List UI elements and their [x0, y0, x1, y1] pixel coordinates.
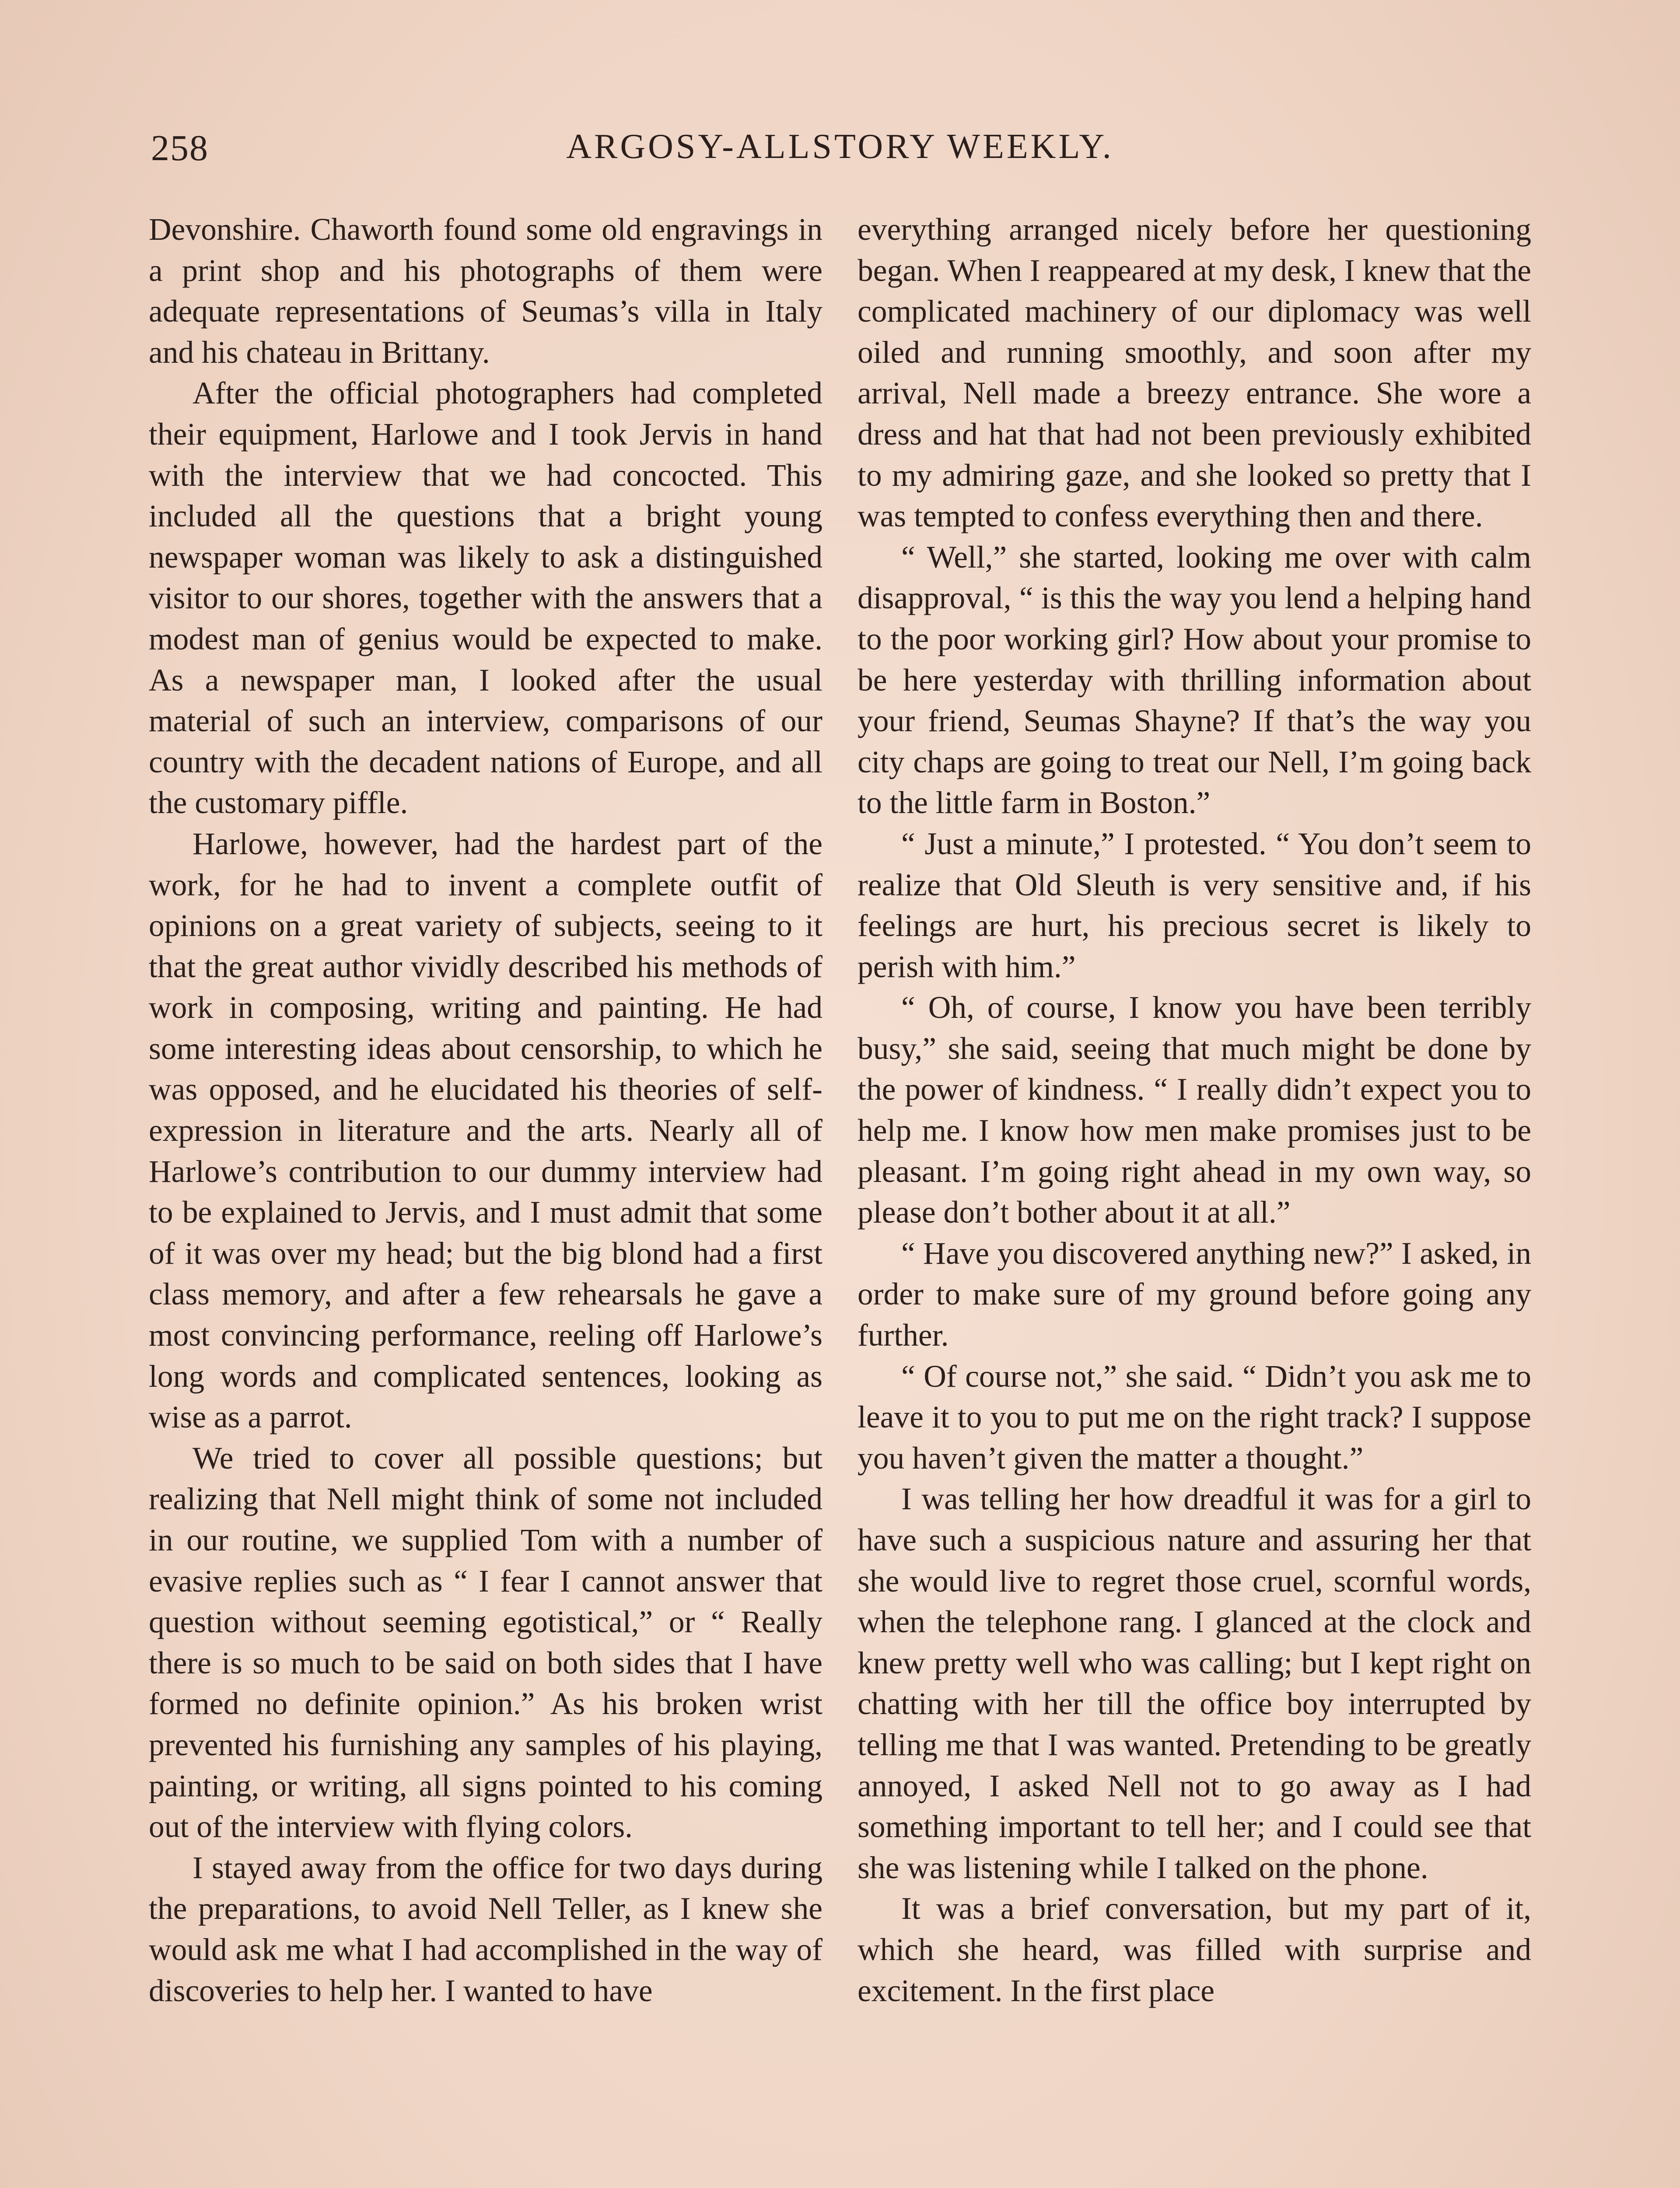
left-column [149, 209, 822, 2011]
paragraph: “ Just a minute,” I protested. “ You don’t seem to realize that Old Sleuth is very sensitive and, if his feelings are hurt, his precious secret is likely to perish with him.” [858, 826, 1531, 984]
paragraph: It was a brief conversation, but my part of it, which she heard, was filled with surprise and excitement. In the first place [858, 1891, 1531, 2008]
paragraph: “ Have you discovered anything new?” I asked, in order to make sure of my ground before going any further. [858, 1236, 1531, 1353]
page-number: 258 [151, 128, 209, 168]
paragraph: “ Well,” she started, looking me over with calm disapproval, “ is this the way you lend a helping hand to the poor working girl? How about your promise to be here yesterday with thrilling information about your friend, Seumas Shayne? If that’s the way you city chaps are going to treat our Nell, I’m going back to the little farm in Boston.” [858, 540, 1531, 820]
paragraph: Harlowe, however, had the hardest part of the work, for he had to invent a complete outfit of opinions on a great variety of subjects, seeing to it that the great author vividly described his methods of work in composing, writing and painting. He had some interesting ideas about censorship, to which he was opposed, and he elucidated his theories of self-expression in literature and the arts. Nearly all of Harlowe’s contribution to our dummy interview had to be explained to Jervis, and I must admit that some of it was over my head; but the big blond had a first class memory, and after a few rehearsals he gave a most convincing performance, reeling off Harlowe’s long words and complicated sentences, looking as wise as a parrot. [149, 826, 822, 1435]
right-column [858, 209, 1531, 2011]
paragraph: Devonshire. Chaworth found some old engravings in a print shop and his photographs of them were adequate representations of Seumas’s villa in Italy and his chateau in Brittany. [149, 212, 822, 370]
paragraph: I stayed away from the office for two days during the preparations, to avoid Nell Teller, as I knew she would ask me what I had accomplished in the way of discoveries to help her. I wanted to have [149, 1850, 822, 2008]
paragraph: everything arranged nicely before her questioning began. When I reappeared at my desk, I knew that the complicated machinery of our diplomacy was well oiled and running smoothly, and soon after my arrival, Nell made a breezy entrance. She wore a dress and hat that had not been previously exhibited to my admiring gaze, and she looked so pretty that I was tempted to confess everything then and there. [858, 212, 1531, 534]
page-header [151, 127, 1529, 184]
paragraph: I was telling her how dreadful it was for a girl to have such a suspicious nature and assuring her that she would live to regret those cruel, scornful words, when the telephone rang. I glanced at the clock and knew pretty well who was calling; but I kept right on chatting with her till the office boy interrupted by telling me that I was wanted. Pretending to be greatly annoyed, I asked Nell not to go away as I had something important to tell her; and I could see that she was listening while I talked on the phone. [858, 1482, 1531, 1885]
paragraph: “ Of course not,” she said. “ Didn’t you ask me to leave it to you to put me on the right track? I suppose you haven’t given the matter a thought.” [858, 1359, 1531, 1476]
running-head: ARGOSY-ALLSTORY WEEKLY. [566, 127, 1114, 166]
paragraph: We tried to cover all possible questions; but realizing that Nell might think of some not included in our routine, we supplied Tom with a number of evasive replies such as “ I fear I cannot answer that question without seeming egotistical,” or “ Really there is so much to be said on both sides that I have formed no definite opinion.” As his broken wrist prevented his furnishing any samples of his playing, painting, or writing, all signs pointed to his coming out of the interview with flying colors. [149, 1441, 822, 1844]
paragraph: “ Oh, of course, I know you have been terribly busy,” she said, seeing that much might be done by the power of kindness. “ I really didn’t expect you to help me. I know how men make promises just to be pleasant. I’m going right ahead in my own way, so please don’t bother about it at all.” [858, 990, 1531, 1230]
paragraph: After the official photographers had completed their equipment, Harlowe and I took Jervis in hand with the interview that we had concocted. This included all the questions that a bright young newspaper woman was likely to ask a distinguished visitor to our shores, together with the answers that a modest man of genius would be expected to make. As a newspaper man, I looked after the usual material of such an interview, comparisons of our country with the decadent nations of Europe, and all the customary piffle. [149, 376, 822, 820]
